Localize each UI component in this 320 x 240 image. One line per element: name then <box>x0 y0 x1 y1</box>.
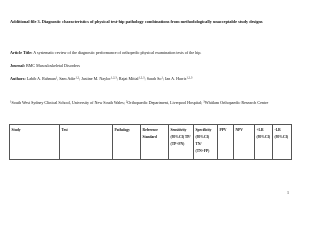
header-pathology: Pathology <box>113 125 141 160</box>
document-title: Additional file 3. Diagnostic characteristics of physical test-hip pathology combinations from methodologically unacceptable study designs <box>10 19 263 24</box>
affiliation-1-sup: 1 <box>10 99 12 104</box>
article-title-line <box>10 50 201 55</box>
header-minus-lr: -LR (95%CI) <box>273 125 292 160</box>
header-ppv: PPV <box>218 125 234 160</box>
affiliation-3-text: Whitlam Orthopaedic Research Centre <box>204 100 269 105</box>
article-title-label: Article Title: <box>10 50 33 55</box>
journal-label: Journal: <box>10 63 26 68</box>
author-separator: ; <box>162 76 166 81</box>
affiliation-1-text: South West Sydney Clinical School, University of New South Wales <box>11 100 124 105</box>
author-name: Rajat Mittal <box>118 76 139 81</box>
author-name: Ian A. Harris <box>165 76 187 81</box>
author-name: Sam Adie <box>59 76 76 81</box>
authors-label: Authors: <box>10 76 26 81</box>
author-separator: , <box>57 76 60 81</box>
table-header-row <box>10 125 292 160</box>
journal-text: BMC Musculoskeletal Disorders <box>26 63 80 68</box>
diagnostic-table <box>9 124 292 160</box>
header-test: Test <box>60 125 113 160</box>
header-sensitivity: Sensitivity (95%CI) TP/ (TP+FN) <box>169 125 194 160</box>
article-title-text: A systematic review of the diagnostic performance of orthopedic physical examination tests of the hip. <box>33 50 202 55</box>
header-npv: NPV <box>234 125 255 160</box>
header-study: Study <box>10 125 60 160</box>
author-separator: ; <box>79 76 82 81</box>
author-affiliation-sup: 1,2,3 <box>186 75 193 80</box>
authors-text: Labib A. Rahman <box>26 76 56 81</box>
header-specificity: Specificity (95%CI) TN/ (TN+FP) <box>194 125 218 160</box>
author-separator: ; <box>144 76 147 81</box>
journal-line <box>10 63 80 68</box>
affiliation-2-sup: 2 <box>125 99 128 104</box>
author-1-sup: 1 <box>55 75 58 80</box>
author-name: Sarah So <box>146 76 162 81</box>
author-affiliation-sup: 1,2,3 <box>110 75 117 80</box>
authors-line <box>10 76 192 81</box>
affiliation-2-text: Orthopaedic Department, Liverpool Hospital <box>127 100 202 105</box>
author-affiliation-sup: 1 <box>161 75 163 80</box>
author-name: Justine M. Naylor <box>81 76 111 81</box>
affiliations: $^1$South West Sydney Clinical School, University of New South Wales; $^2$Orthopaedic Department, Liverpool Hospital; $^3$Whitlam Orthopaedic Research Centre <box>10 99 269 105</box>
author-list <box>57 76 192 81</box>
header-plus-lr: +LR (95%CI) <box>255 125 273 160</box>
header-reference-standard: Reference Standard <box>141 125 169 160</box>
author-separator: ; <box>116 76 119 81</box>
page-number: 1 <box>287 190 289 195</box>
affiliation-3-sup: 3 <box>203 99 205 104</box>
author-affiliation-sup: 1,2 <box>75 75 80 80</box>
author-affiliation-sup: 1,2,3 <box>138 75 145 80</box>
